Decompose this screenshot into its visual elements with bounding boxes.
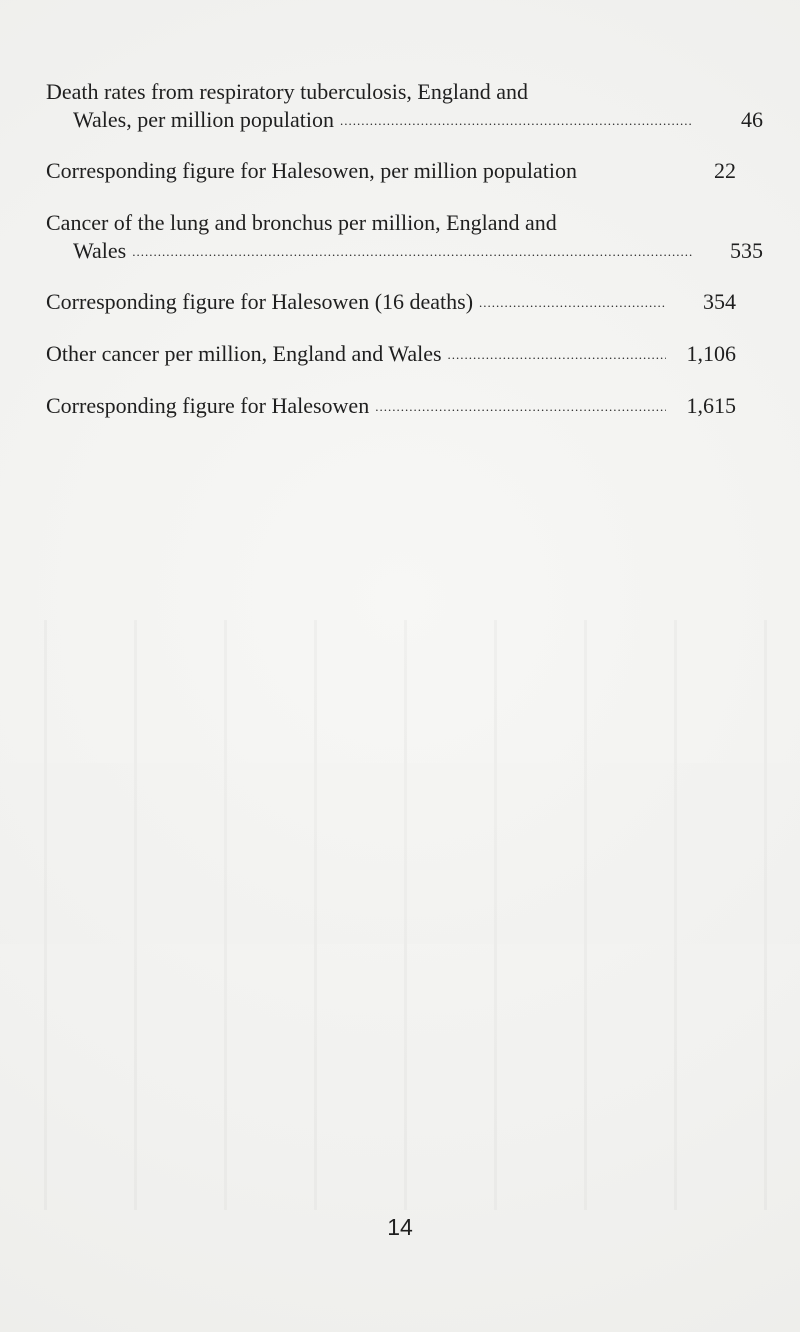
entry-lung-cancer-england-wales [46, 209, 763, 268]
entry-line [46, 157, 736, 188]
entry-value: 354 [703, 289, 736, 314]
entry-line [46, 392, 736, 423]
entry-line [46, 340, 736, 371]
entry-value: 46 [741, 107, 763, 132]
entry-label-text: Wales, per million population [73, 107, 334, 132]
entry-line [46, 288, 736, 319]
entry-label-line-2 [46, 237, 763, 268]
dot-leader [448, 341, 666, 369]
entry-tuberculosis-england-wales [46, 78, 763, 137]
statistics-list [46, 78, 763, 444]
entry-value: 1,615 [686, 393, 736, 418]
entry-value: 22 [714, 158, 736, 183]
entry-lung-cancer-halesowen [46, 288, 736, 319]
entry-label-text: Other cancer per million, England and Wales [46, 341, 442, 366]
entry-label-line-1: Death rates from respiratory tuberculosis, England and [46, 79, 529, 104]
dot-leader [132, 238, 693, 266]
dot-leader [375, 393, 666, 421]
entry-label-text: Corresponding figure for Halesowen [46, 393, 370, 418]
entry-other-cancer-halesowen [46, 392, 736, 423]
entry-tuberculosis-halesowen [46, 157, 736, 188]
page-number: 14 [387, 1214, 413, 1240]
entry-other-cancer-england-wales [46, 340, 736, 371]
entry-label-line-2 [46, 106, 763, 137]
entry-label-line-1: Cancer of the lung and bronchus per million, England and [46, 210, 557, 235]
show-through-texture [0, 620, 800, 1210]
entry-label-text: Wales [73, 238, 127, 263]
entry-value: 1,106 [686, 341, 736, 366]
dot-leader [340, 107, 693, 135]
entry-label-text: Corresponding figure for Halesowen, per million population [46, 158, 577, 183]
dot-leader [479, 289, 666, 317]
entry-value: 535 [730, 238, 763, 263]
entry-label-text: Corresponding figure for Halesowen (16 deaths) [46, 289, 474, 314]
